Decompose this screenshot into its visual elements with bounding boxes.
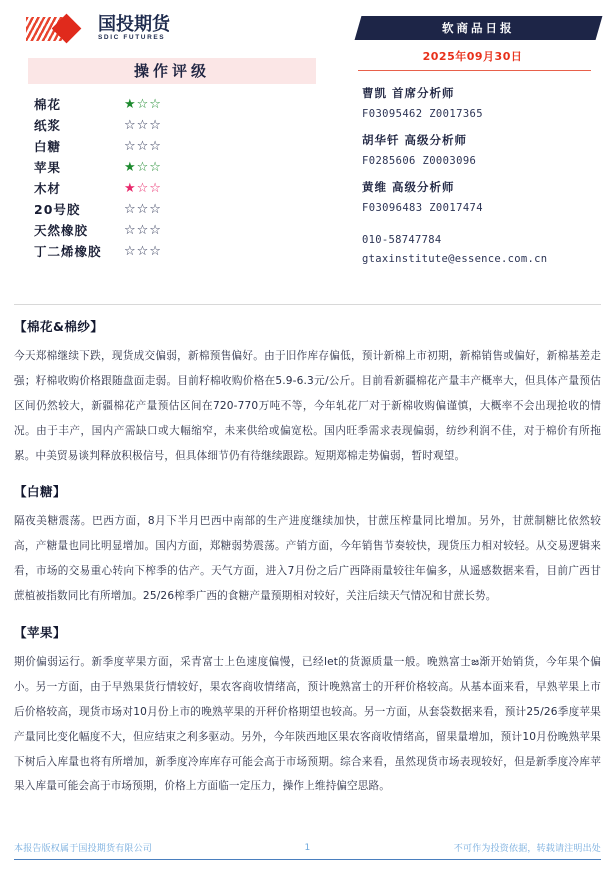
section-title: 【苹果】 (14, 625, 67, 641)
company-name-en: SDIC FUTURES (98, 34, 166, 42)
section-body-text: 期价偏弱运行。新季度苹果方面，采青富士上色速度偏慢，已经let的货源质量一般。晚熟富士జ渐开始销货，今年果个偏小。另一方面，由于早熟果货行情较好，果农客商收情绪高，预计晚熟富士的开秤价格较高。从基本面来看，早熟苹果上市后价格较高，现货市场对10月份上市的晚熟苹果的开秤价格期望也较高。另一方面，从套袋数据来看，预计25/26季度苹果产量同比变化幅度不大，但应结束之利多驱动。另外，今年陕西地区果农客商收情绪高，留果量增加，预计10月份晚熟苹果下树后入库量也将有所增加，新季度冷库库存可能会高于市场预期。综合来看，虽然现货市场表现较好，但是新季度冷库苹果入库量可能会高于市场预期，价格上方面临一定压力，操作上维持偏空思路。 (14, 656, 601, 793)
analyst-name: 黄维 高级分析师 (362, 180, 455, 194)
section-body-text: 今天郑棉继续下跌，现货成交偏弱，新棉预售偏好。由于旧作库存偏低，预计新棉上市初期，新棉销售或偏好，新棉基差走强；籽棉收购价格跟随盘面走弱。目前籽棉收购价格在5.9-6.3元/公斤。目前看新疆棉花产量丰产概率大，但具体产量预估区间仍然较大，新疆棉花产量预估区间在720-770万吨不等，今年轧花厂对于新棉收购偏谨慎，大概率不会出现抢收的情况。由于丰产，国内产需缺口或大幅缩窄，未来供给或偏宽松。国内旺季需求表现偏弱，纺纱利润不佳，对于棉价有所拖累。中美贸易谈判释放积极信号，但具体细节仍有待继续跟踪。短期郑棉走势偏弱，暂时观望。 (14, 350, 601, 462)
rating-commodity-name: 天然橡胶 (34, 222, 89, 238)
contact-block (362, 234, 605, 265)
rating-row (34, 177, 316, 198)
report-section (14, 623, 601, 799)
rating-commodity-name: 苹果 (34, 159, 62, 175)
report-title-banner (358, 16, 599, 40)
rating-row (34, 93, 316, 114)
rating-row (34, 240, 316, 261)
company-logo (26, 14, 340, 44)
analyst-list (362, 85, 605, 214)
rating-stars: ☆☆☆ (124, 243, 162, 258)
rating-row (34, 114, 316, 135)
report-section (14, 317, 601, 468)
analyst-license-code: F03096483 Z0017474 (362, 202, 483, 214)
report-body (0, 305, 615, 799)
rating-stars: ☆☆☆ (124, 117, 162, 132)
sdic-futures-logo-icon (26, 15, 94, 43)
rating-commodity-name: 纸浆 (34, 117, 62, 133)
report-footer (0, 841, 615, 860)
rating-commodity-name: 棉花 (34, 96, 62, 112)
rating-row (34, 219, 316, 240)
footer-disclaimer: 不可作为投资依据，转载请注明出处 (453, 844, 601, 854)
rating-stars: ☆☆☆ (124, 201, 162, 216)
rating-list (28, 93, 316, 261)
logo-wordmark (98, 16, 170, 42)
report-date: 2025年09月30日 (422, 50, 523, 63)
rating-row (34, 135, 316, 156)
footer-copyright: 本报告版权属于国投期货有限公司 (14, 844, 153, 854)
company-name-cn: 国投期货 (98, 14, 170, 36)
rating-stars: ★☆☆ (124, 159, 162, 174)
analyst-name: 曹凯 首席分析师 (362, 86, 455, 100)
header-right-column (340, 0, 615, 300)
rating-commodity-name: 丁二烯橡胶 (34, 243, 102, 259)
section-title: 【棉花&棉纱】 (14, 319, 104, 334)
footer-divider (14, 859, 601, 860)
rating-commodity-name: 20号胶 (34, 201, 81, 217)
footer-row (14, 841, 601, 854)
contact-phone: 010-58747784 (362, 234, 442, 246)
rating-stars: ☆☆☆ (124, 222, 162, 237)
rating-row (34, 198, 316, 219)
analyst-license-code: F03095462 Z0017365 (362, 108, 483, 120)
analyst-license-code: F0285606 Z0003096 (362, 155, 477, 167)
rating-stars: ★☆☆ (124, 96, 162, 111)
footer-page-number: 1 (304, 842, 311, 853)
rating-stars: ★☆☆ (124, 180, 162, 195)
rating-stars: ☆☆☆ (124, 138, 162, 153)
rating-commodity-name: 白糖 (34, 138, 62, 154)
operation-rating-card (28, 58, 316, 261)
report-title-text: 软商品日报 (442, 21, 515, 35)
report-section (14, 482, 601, 609)
section-title: 【白糖】 (14, 484, 67, 500)
date-divider (358, 70, 591, 71)
analyst-name: 胡华钎 高级分析师 (362, 133, 468, 147)
contact-email[interactable]: gtaxinstitute@essence.com.cn (362, 253, 548, 265)
header-left-column (0, 0, 340, 300)
banner-shape (355, 16, 603, 40)
section-body-text: 隔夜美糖震荡。巴西方面，8月下半月巴西中南部的生产进度继续加快，甘蔗压榨量同比增加。另外，甘蔗制糖比依然较高，产糖量也同比明显增加。国内方面，郑糖弱势震荡。产销方面，今年销售节奏较快，现货压力相对较轻。从交易逻辑来看，市场的交易重心转向下榨季的估产。天气方面，进入7月份之后广西降雨量较往年偏多，从遥感数据来看，目前广西甘蔗植被指数同比有所增加。25/26榨季广西的食糖产量预期相对较好，关注后续天气情况和甘蔗长势。 (14, 515, 601, 603)
rating-card-title: 操作评级 (28, 58, 316, 84)
rating-row (34, 156, 316, 177)
rating-commodity-name: 木材 (34, 180, 62, 196)
report-header (0, 0, 615, 300)
